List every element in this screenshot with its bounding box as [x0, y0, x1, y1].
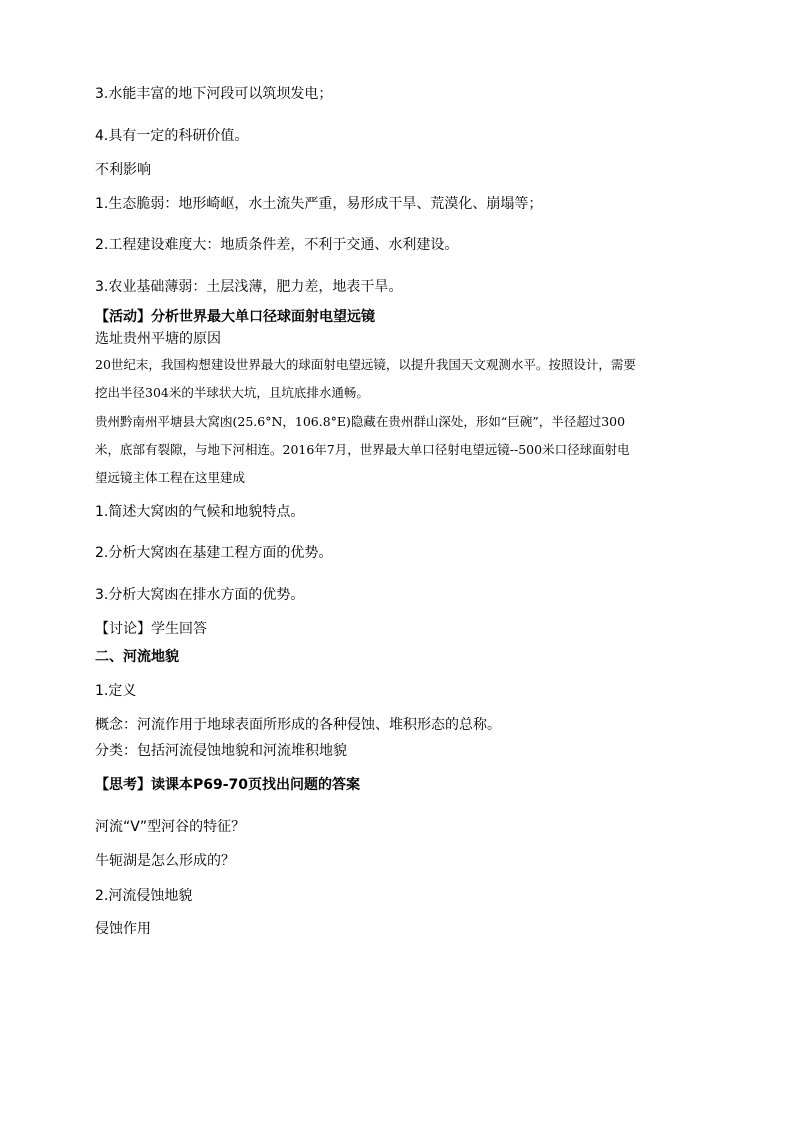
text-line: 望远镜主体工程在这里建成 [95, 470, 246, 485]
think-heading: 【思考】读课本P69-70页找出问题的答案 [95, 777, 361, 793]
text-line: 分类：包括河流侵蚀地貌和河流堆积地貌 [95, 743, 347, 759]
question-item: 1.简述大窝凼的气候和地貌特点。 [95, 504, 305, 520]
text-line: 1.生态脆弱：地形崎岖，水土流失严重，易形成干旱、荒漠化、崩塌等； [95, 196, 543, 212]
text-line: 挖出半径304米的半球状大坑，且坑底排水通畅。 [95, 385, 369, 400]
question-item: 河流“V”型河谷的特征？ [95, 819, 246, 835]
text-line: 米，底部有裂隙，与地下河相连。2016年7月，世界最大单口径射电望远镜--500米口径球面射电 [95, 442, 630, 457]
text-line: 不利影响 [95, 162, 151, 178]
text-line: 2.工程建设难度大：地质条件差，不利于交通、水利建设。 [95, 237, 459, 253]
discussion-line: 【讨论】学生回答 [95, 621, 207, 637]
text-line: 选址贵州平塘的原因 [95, 331, 221, 347]
question-item: 牛轭湖是怎么形成的？ [95, 853, 235, 869]
text-line: 贵州黔南州平塘县大窝凼(25.6°N，106.8°E)隐藏在贵州群山深处，形如“巨碗”，半径超过300 [95, 414, 626, 429]
text-line: 3.农业基础薄弱：土层浅薄，肥力差，地表干旱。 [95, 279, 403, 295]
subsection-heading: 1.定义 [95, 683, 137, 699]
subsection-heading: 2.河流侵蚀地貌 [95, 888, 193, 904]
section-heading: 二、河流地貌 [95, 649, 179, 665]
text-line: 20世纪末，我国构想建设世界最大的球面射电望远镜，以提升我国天文观测水平。按照设计，需要 [95, 357, 636, 372]
question-item: 2.分析大窝凼在基建工程方面的优势。 [95, 545, 333, 561]
text-line: 4.具有一定的科研价值。 [95, 128, 249, 144]
text-line: 概念：河流作用于地球表面所形成的各种侵蚀、堆积形态的总称。 [95, 717, 501, 733]
question-item: 3.分析大窝凼在排水方面的优势。 [95, 587, 305, 603]
activity-heading: 【活动】分析世界最大单口径球面射电望远镜 [95, 309, 375, 325]
text-line: 侵蚀作用 [95, 921, 151, 937]
text-line: 3.水能丰富的地下河段可以筑坝发电； [95, 86, 333, 102]
